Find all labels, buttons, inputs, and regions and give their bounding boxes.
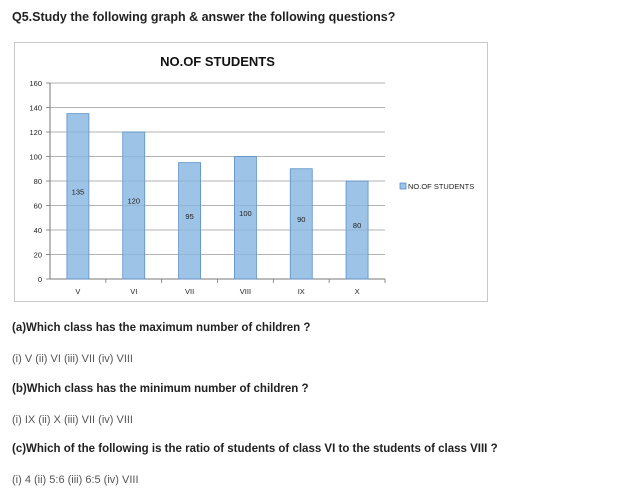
- question-c-options: (i) 4 (ii) 5:6 (iii) 6:5 (iv) VIII: [12, 474, 139, 486]
- data-label: 120: [127, 196, 141, 206]
- data-label: 95: [185, 211, 194, 221]
- data-label: 100: [239, 208, 252, 218]
- y-tick-label: 100: [29, 152, 42, 162]
- bar-vii: [179, 163, 201, 279]
- y-tick-label: 20: [33, 250, 42, 260]
- legend-swatch: [400, 183, 406, 189]
- bar-chart: [14, 42, 488, 302]
- x-tick-label: VIII: [239, 287, 252, 296]
- y-tick-label: 160: [29, 79, 42, 88]
- x-tick-label: VII: [184, 287, 195, 296]
- x-tick-label: VI: [130, 287, 138, 296]
- x-tick-label: V: [75, 287, 81, 296]
- y-tick-label: 140: [29, 103, 42, 113]
- bar-viii: [234, 157, 256, 280]
- data-label: 80: [352, 221, 362, 230]
- question-a: (a)Which class has the maximum number of children ?: [12, 322, 311, 334]
- x-tick-label: X: [354, 287, 360, 296]
- bar-ix: [290, 169, 312, 279]
- question-b: (b)Which class has the minimum number of children ?: [12, 383, 309, 395]
- question-c: (c)Which of the following is the ratio of students of class VI to the students of class VIII ?: [12, 443, 498, 455]
- question-a-options: (i) V (ii) VI (iii) VII (iv) VIII: [12, 353, 133, 365]
- y-tick-label: 40: [33, 226, 42, 235]
- chart-svg: [15, 43, 489, 303]
- data-label: 135: [71, 187, 85, 197]
- y-tick-label: 60: [33, 201, 42, 211]
- y-tick-label: 120: [29, 128, 42, 137]
- chart-title: NO.OF STUDENTS: [160, 54, 275, 69]
- bar-v: [67, 114, 89, 279]
- y-tick-label: 0: [37, 275, 42, 284]
- x-tick-label: IX: [297, 287, 305, 296]
- question-heading: Q5.Study the following graph & answer the following questions?: [12, 10, 396, 24]
- y-tick-label: 80: [33, 177, 42, 186]
- legend-label: NO.OF STUDENTS: [408, 182, 475, 191]
- data-label: 90: [297, 214, 306, 224]
- question-b-options: (i) IX (ii) X (iii) VII (iv) VIII: [12, 414, 133, 426]
